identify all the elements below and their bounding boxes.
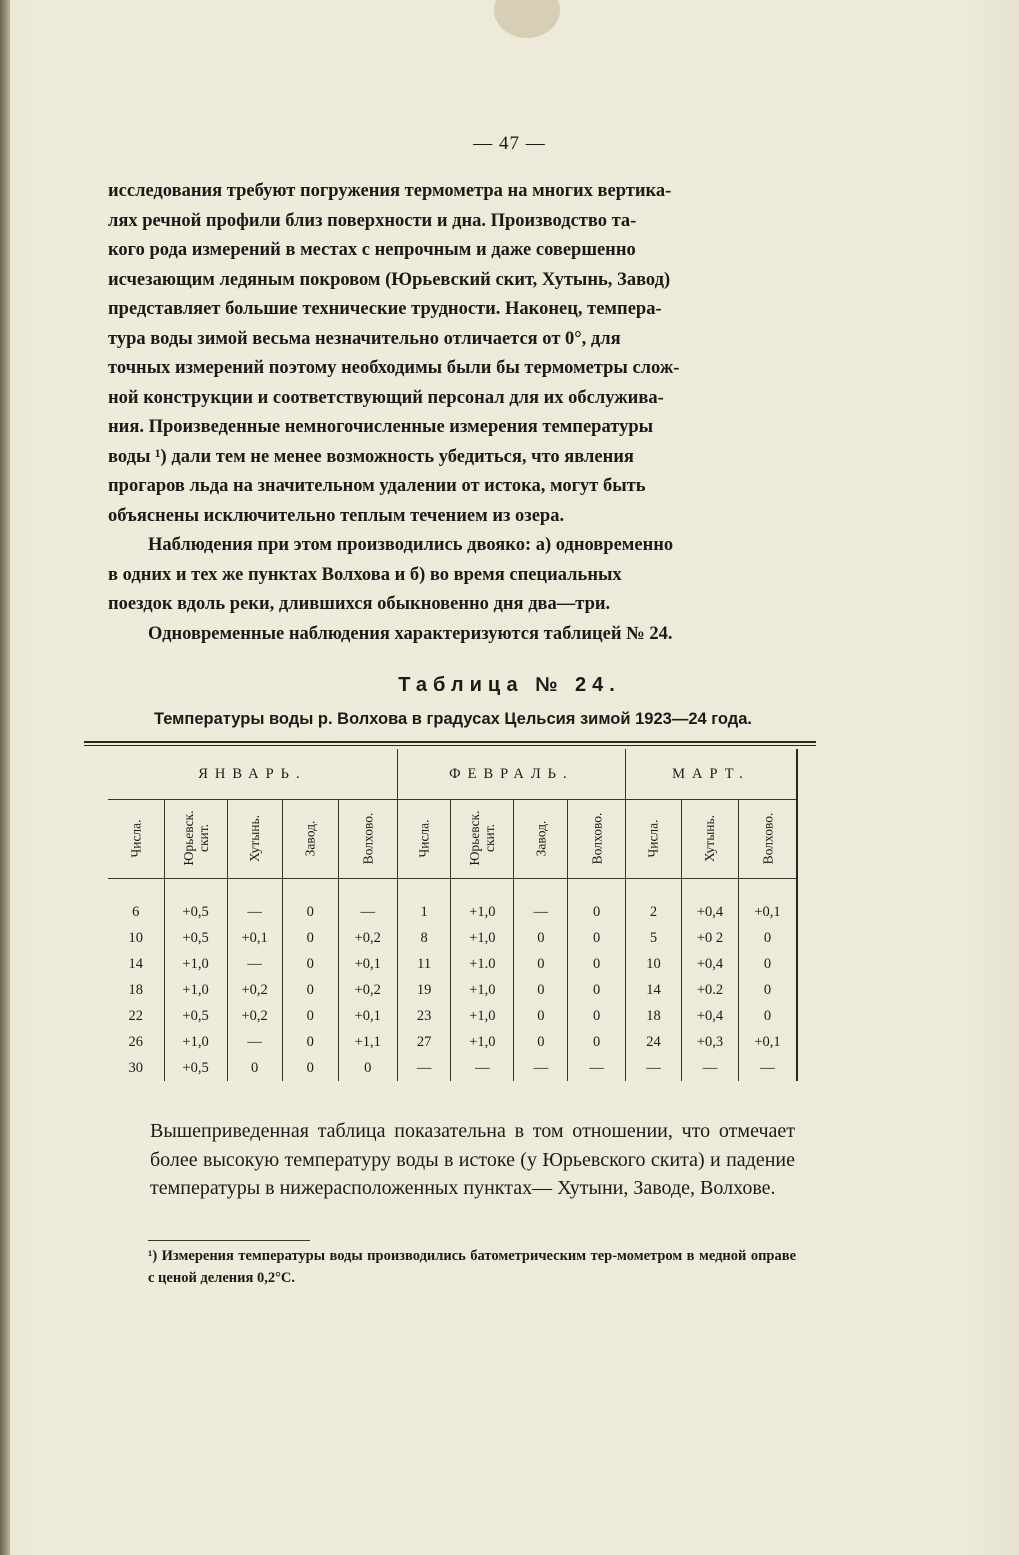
body-line: кого рода измерений в местах с непрочным и даже совершенно xyxy=(108,240,636,260)
table-row xyxy=(108,1029,797,1055)
body-line: исследования требуют погружения термометра на многих вертика- xyxy=(108,181,672,201)
table-cell: +1,0 xyxy=(164,951,227,977)
table-cell: +1,1 xyxy=(338,1029,397,1055)
table-cell: +0,1 xyxy=(227,925,282,951)
column-header: Числа. xyxy=(397,800,450,879)
table-cell: +1,0 xyxy=(451,1029,514,1055)
body-line: тура воды зимой весьма незначительно отличается от 0°, для xyxy=(108,328,621,349)
table-caption: Таблица № 24. xyxy=(398,674,621,696)
table-cell: 0 xyxy=(338,1055,397,1081)
body-line: точных измерений поэтому необходимы были бы термометры слож- xyxy=(108,358,680,378)
table-cell: +0,2 xyxy=(338,925,397,951)
table-cell: +0,5 xyxy=(164,899,227,925)
table-cell: 0 xyxy=(282,951,338,977)
table-cell: +0,5 xyxy=(164,1003,227,1029)
table-cell: — xyxy=(397,1055,450,1081)
body-line: исчезающим ледяным покровом (Юрьевский скит, Хутынь, Завод) xyxy=(108,269,671,290)
table-cell: 0 xyxy=(282,925,338,951)
body-line: ной конструкции и соответствующий персонал для их обслужива- xyxy=(108,387,664,408)
table-cell: — xyxy=(227,899,282,925)
month-march: МАРТ. xyxy=(625,749,797,800)
conclusion-paragraph: Вышеприведенная таблица показательна в том отношении, что отмечает более высокую температуру воды в истоке (у Юрьевского скита) и падение температуры в нижерасположенных пунктах— Хутыни, Заводе, Волхове. xyxy=(150,1120,795,1199)
body-line: объяснены исключительно теплым течением из озера. xyxy=(108,505,565,526)
table-cell: +0,2 xyxy=(227,977,282,1003)
body-line: ния. Произведенные немногочисленные измерения температуры xyxy=(108,417,654,437)
column-header: Юрьевск. скит. xyxy=(451,800,514,879)
table-cell: — xyxy=(625,1055,681,1081)
table-cell: 0 xyxy=(568,951,625,977)
table-cell: 11 xyxy=(397,951,450,977)
table-cell: 0 xyxy=(227,1055,282,1081)
table-cell: 24 xyxy=(625,1029,681,1055)
table-cell: 14 xyxy=(128,955,144,972)
column-header-row xyxy=(108,800,797,879)
column-header: Волхово. xyxy=(338,800,397,879)
paragraph-1 xyxy=(108,177,796,649)
table-cell: — xyxy=(451,1055,514,1081)
table-cell: +1,0 xyxy=(164,977,227,1003)
table-cell: 0 xyxy=(739,951,798,977)
table-cell: +0,3 xyxy=(682,1029,739,1055)
table-row xyxy=(108,1003,797,1029)
table-cell: 26 xyxy=(128,1033,144,1050)
table-cell: +0,4 xyxy=(682,1003,739,1029)
column-header: Завод. xyxy=(282,800,338,879)
table-row xyxy=(108,951,797,977)
table-cell: +0,4 xyxy=(682,899,739,925)
table-cell: 0 xyxy=(282,1029,338,1055)
table-cell: 0 xyxy=(568,977,625,1003)
table-cell: +0 2 xyxy=(682,925,739,951)
table-cell: 0 xyxy=(739,1003,798,1029)
body-line: лях речной профили близ поверхности и дна. Производство та- xyxy=(108,210,637,231)
body-line: прогаров льда на значительном удалении от истока, могут быть xyxy=(108,476,646,496)
table-top-rule xyxy=(84,741,816,743)
column-header: Хутынь. xyxy=(682,800,739,879)
table-cell: 0 xyxy=(514,951,568,977)
table-cell: — xyxy=(568,1055,625,1081)
table-cell: 0 xyxy=(739,977,798,1003)
table-cell: 10 xyxy=(128,929,144,946)
table-cell: 0 xyxy=(568,899,625,925)
month-january: ЯНВАРЬ. xyxy=(108,749,397,800)
footnote-separator xyxy=(148,1240,310,1241)
body-line: поездок вдоль реки, длившихся обыкновенно дня два—три. xyxy=(108,594,611,614)
table-row xyxy=(108,1055,797,1081)
table-cell: — xyxy=(739,1055,798,1081)
table-subtitle: Температуры воды р. Волхова в градусах Цельсия зимой 1923—24 года. xyxy=(153,710,753,728)
table-cell: 0 xyxy=(568,1029,625,1055)
table-cell: — xyxy=(338,899,397,925)
table-cell: 18 xyxy=(625,1003,681,1029)
footnote: ¹) Измерения температуры воды производились батометрическим тер-мометром в медной оправе с ценой деления 0,2°С. xyxy=(148,1248,796,1286)
table-cell: 14 xyxy=(625,977,681,1003)
column-header: Юрьевск. скит. xyxy=(164,800,227,879)
table-cell: +0,2 xyxy=(338,977,397,1003)
column-header: Хутынь. xyxy=(227,800,282,879)
table-cell: 2 xyxy=(625,899,681,925)
column-header: Числа. xyxy=(625,800,681,879)
table-cell: — xyxy=(514,899,568,925)
table-cell: 5 xyxy=(625,925,681,951)
table-cell: 0 xyxy=(568,925,625,951)
table-cell: 0 xyxy=(514,977,568,1003)
table-cell: +0,5 xyxy=(164,925,227,951)
column-header: Завод. xyxy=(514,800,568,879)
table-cell: 22 xyxy=(128,1007,144,1024)
table-cell: 6 xyxy=(132,903,140,920)
body-line: Наблюдения при этом производились двояко: а) одновременно xyxy=(148,535,674,555)
table-cell: +1,0 xyxy=(164,1029,227,1055)
table-cell: 0 xyxy=(739,925,798,951)
table-cell: 1 xyxy=(397,899,450,925)
body-line: представляет большие технические трудности. Наконец, темпера- xyxy=(108,299,662,319)
table-cell: +1,0 xyxy=(451,925,514,951)
month-february: ФЕВРАЛЬ. xyxy=(397,749,625,800)
temperature-table xyxy=(108,749,798,1081)
table-cell: +1.0 xyxy=(451,951,514,977)
table-cell: 0 xyxy=(282,977,338,1003)
table-cell: — xyxy=(682,1055,739,1081)
table-cell: +0,1 xyxy=(739,1029,798,1055)
table-cell: 0 xyxy=(568,1003,625,1029)
table-top-rule-2 xyxy=(84,745,816,746)
table-cell: +0,5 xyxy=(164,1055,227,1081)
table-cell: +0,1 xyxy=(739,899,798,925)
page-number: — 47 — xyxy=(473,133,546,154)
table-cell: 0 xyxy=(282,899,338,925)
table-cell: 27 xyxy=(397,1029,450,1055)
table-cell: +1,0 xyxy=(451,899,514,925)
table-cell: 10 xyxy=(625,951,681,977)
table-cell: +0.2 xyxy=(682,977,739,1003)
table-cell: +0,4 xyxy=(682,951,739,977)
table-cell: 0 xyxy=(514,1029,568,1055)
book-spine-shadow xyxy=(0,0,10,1555)
table-cell: 0 xyxy=(514,1003,568,1029)
paper-hole-mark xyxy=(494,0,560,38)
table-cell: — xyxy=(227,1029,282,1055)
table-cell: 8 xyxy=(397,925,450,951)
table-cell: +0,1 xyxy=(338,1003,397,1029)
table-cell: +0,2 xyxy=(227,1003,282,1029)
table-cell: +1,0 xyxy=(451,977,514,1003)
table-cell: +1,0 xyxy=(451,1003,514,1029)
table-cell: — xyxy=(514,1055,568,1081)
table-cell: 18 xyxy=(128,981,144,998)
table-row xyxy=(108,977,797,1003)
table-cell: 0 xyxy=(282,1003,338,1029)
column-header: Волхово. xyxy=(739,800,798,879)
table-cell: +0,1 xyxy=(338,951,397,977)
table-cell: 0 xyxy=(282,1055,338,1081)
column-header: Волхово. xyxy=(568,800,625,879)
table-cell: — xyxy=(227,951,282,977)
table-row xyxy=(108,925,797,951)
body-line: воды ¹) дали тем не менее возможность убедиться, что явления xyxy=(108,446,634,467)
table-row xyxy=(108,899,797,925)
body-line: Одновременные наблюдения характеризуются таблицей № 24. xyxy=(148,623,673,644)
table-cell: 23 xyxy=(397,1003,450,1029)
table-cell: 0 xyxy=(514,925,568,951)
body-line: в одних и тех же пунктах Волхова и б) во время специальных xyxy=(108,564,622,585)
table-cell: 19 xyxy=(397,977,450,1003)
column-header: Числа. xyxy=(108,800,164,879)
table-cell: 30 xyxy=(128,1059,144,1076)
